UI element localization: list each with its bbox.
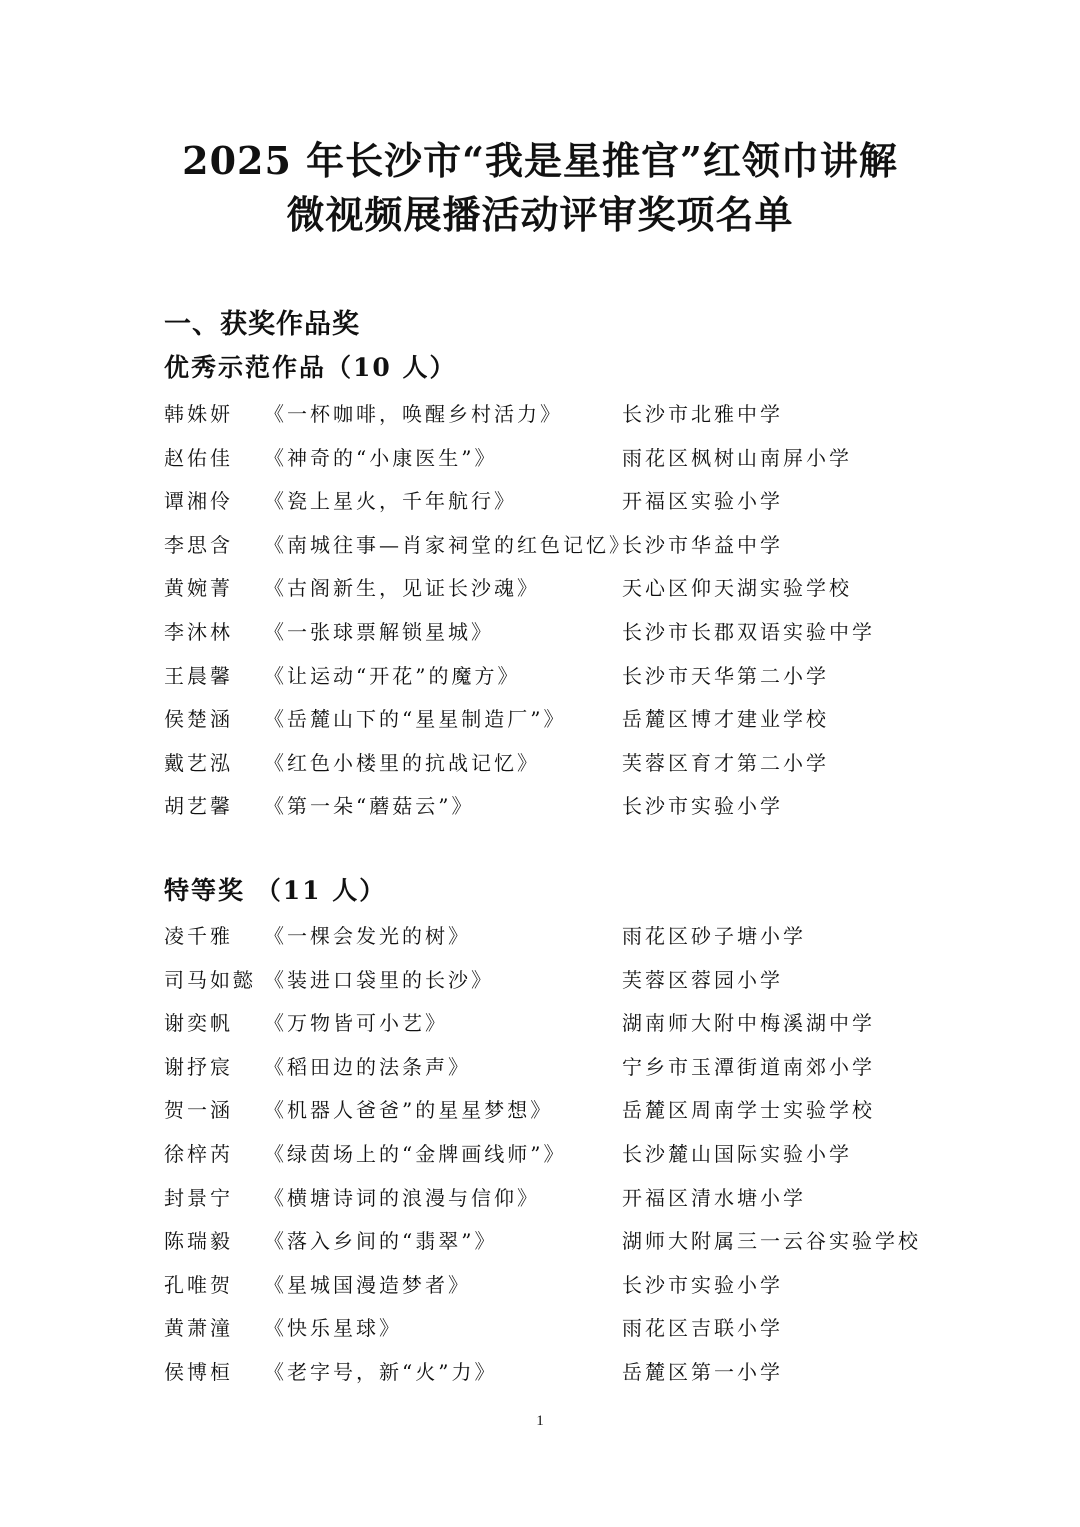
- awardee-name: 谢奕帆: [164, 1011, 233, 1036]
- work-title: 《装进口袋里的长沙》: [264, 967, 494, 992]
- school-name: 长沙麓山国际实验小学: [622, 1141, 852, 1166]
- award-entry-row: [0, 1138, 1080, 1182]
- work-title: 《古阁新生，见证长沙魂》: [264, 576, 540, 601]
- document-title-line1: 2025 年长沙市“我是星推官”红领巾讲解: [182, 138, 898, 183]
- award-entry-row: [0, 1225, 1080, 1269]
- award-entry-row: [0, 1312, 1080, 1356]
- awardee-name: 谭湘伶: [164, 489, 233, 514]
- awardee-name: 戴艺泓: [164, 750, 233, 775]
- award-entry-row: [0, 790, 1080, 834]
- school-name: 岳麓区博才建业学校: [622, 707, 829, 732]
- awardee-name: 贺一涵: [164, 1098, 233, 1123]
- awardee-name: 谢抒宸: [164, 1054, 233, 1079]
- school-name: 长沙市华益中学: [622, 532, 783, 557]
- work-title: 《机器人爸爸”的星星梦想》: [264, 1098, 554, 1123]
- school-name: 芙蓉区育才第二小学: [622, 750, 829, 775]
- work-title: 《快乐星球》: [264, 1316, 402, 1341]
- awardee-name: 陈瑞毅: [164, 1229, 233, 1254]
- school-name: 长沙市长郡双语实验中学: [622, 619, 875, 644]
- work-title: 《落入乡间的“翡翠”》: [264, 1229, 498, 1254]
- work-title: 《横塘诗词的浪漫与信仰》: [264, 1185, 540, 1210]
- work-title: 《第一朵“蘑菇云”》: [264, 794, 475, 819]
- document-title-line2: 微视频展播活动评审奖项名单: [286, 192, 794, 237]
- award-entry-row: [0, 747, 1080, 791]
- award-entry-row: [0, 1269, 1080, 1313]
- page-number: 1: [536, 1413, 544, 1429]
- awardee-name: 黄萧潼: [164, 1316, 233, 1341]
- school-name: 湖南师大附中梅溪湖中学: [622, 1011, 875, 1036]
- work-title: 《一棵会发光的树》: [264, 924, 471, 948]
- school-name: 雨花区枫树山南屏小学: [622, 445, 852, 470]
- award-entry-row: [0, 1094, 1080, 1138]
- work-title: 《让运动“开花”的魔方》: [264, 663, 521, 688]
- school-name: 岳麓区周南学士实验学校: [622, 1098, 875, 1123]
- work-title: 《瓷上星火，千年航行》: [264, 489, 517, 514]
- award-entry-row: [0, 1007, 1080, 1051]
- awardee-name: 韩姝妍: [164, 402, 233, 426]
- awardee-name: 凌千雅: [164, 924, 233, 948]
- school-name: 长沙市北雅中学: [622, 402, 783, 426]
- award-entry-row: [0, 485, 1080, 529]
- awardee-name: 司马如懿: [164, 967, 256, 992]
- work-title: 《绿茵场上的“金牌画线师”》: [264, 1141, 567, 1166]
- award-entry-row: [0, 920, 1080, 964]
- work-title: 《稻田边的法条声》: [264, 1054, 471, 1079]
- award-entry-row: [0, 442, 1080, 486]
- awardee-name: 侯博桓: [164, 1359, 233, 1384]
- awardee-name: 封景宁: [164, 1185, 233, 1210]
- work-title: 《万物皆可小艺》: [264, 1011, 448, 1036]
- awardee-name: 黄婉菁: [164, 576, 233, 601]
- awardee-name: 徐梓芮: [164, 1141, 233, 1166]
- school-name: 长沙市天华第二小学: [622, 663, 829, 688]
- award-entry-row: [0, 964, 1080, 1008]
- school-name: 岳麓区第一小学: [622, 1359, 783, 1384]
- work-title: 《岳麓山下的“星星制造厂”》: [264, 707, 567, 732]
- section-heading-excellent: 优秀示范作品（10 人）: [164, 353, 457, 382]
- awardee-name: 李沐林: [164, 619, 233, 644]
- awardee-name: 李思含: [164, 532, 233, 557]
- work-title: 《一张球票解锁星城》: [264, 619, 494, 644]
- work-title: 《红色小楼里的抗战记忆》: [264, 750, 540, 775]
- award-entry-row: [0, 1051, 1080, 1095]
- school-name: 宁乡市玉潭街道南郊小学: [622, 1054, 875, 1079]
- awardee-name: 孔唯贺: [164, 1272, 233, 1297]
- award-entry-row: [0, 529, 1080, 573]
- school-name: 开福区实验小学: [622, 489, 783, 514]
- award-entry-row: [0, 398, 1080, 442]
- work-title: 《神奇的“小康医生”》: [264, 445, 498, 470]
- school-name: 开福区清水塘小学: [622, 1185, 806, 1210]
- awardee-name: 胡艺馨: [164, 794, 233, 819]
- work-title: 《星城国漫造梦者》: [264, 1272, 471, 1297]
- school-name: 长沙市实验小学: [622, 1272, 783, 1297]
- work-title: 《一杯咖啡，唤醒乡村活力》: [264, 402, 563, 426]
- award-entry-row: [0, 703, 1080, 747]
- awardee-name: 侯楚涵: [164, 707, 233, 732]
- award-list-excellent: [0, 398, 1080, 834]
- work-title: 《南城往事—肖家祠堂的红色记忆》: [264, 532, 632, 557]
- school-name: 天心区仰天湖实验学校: [622, 576, 852, 601]
- school-name: 雨花区吉联小学: [622, 1316, 783, 1341]
- award-entry-row: [0, 1182, 1080, 1226]
- award-entry-row: [0, 1356, 1080, 1400]
- award-entry-row: [0, 572, 1080, 616]
- school-name: 长沙市实验小学: [622, 794, 783, 819]
- award-entry-row: [0, 616, 1080, 660]
- awardee-name: 赵佑佳: [164, 445, 233, 470]
- award-entry-row: [0, 660, 1080, 704]
- awardee-name: 王晨馨: [164, 663, 233, 688]
- school-name: 芙蓉区蓉园小学: [622, 967, 783, 992]
- award-list-special: [0, 920, 1080, 1400]
- work-title: 《老字号，新“火”力》: [264, 1359, 498, 1384]
- part-heading: 一、获奖作品奖: [164, 309, 360, 340]
- school-name: 湖师大附属三一云谷实验学校: [622, 1229, 921, 1254]
- school-name: 雨花区砂子塘小学: [622, 924, 806, 948]
- section-heading-special: 特等奖 （11 人）: [164, 876, 387, 905]
